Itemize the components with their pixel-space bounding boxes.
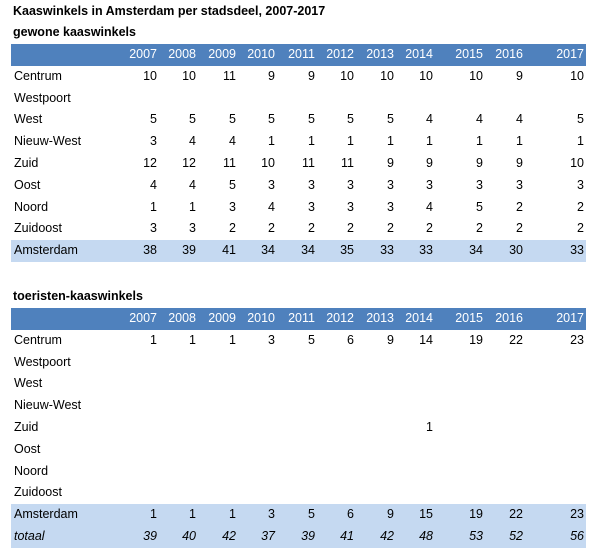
value-cell	[105, 439, 159, 461]
value-cell: 3	[308, 177, 315, 192]
row-label: Centrum	[14, 332, 62, 347]
value-cell: 5	[577, 112, 584, 127]
value-cell	[159, 373, 198, 395]
value-cell: 5	[308, 332, 315, 347]
value-cell: 10	[340, 68, 354, 83]
value-cell: 3	[577, 177, 584, 192]
value-cell	[356, 461, 396, 483]
row-label: Zuid	[14, 155, 39, 170]
year-header: 2011	[277, 308, 317, 330]
value-cell	[159, 417, 198, 439]
value-cell	[435, 88, 485, 110]
value-cell	[105, 352, 159, 374]
value-cell	[277, 461, 317, 483]
value-cell	[485, 352, 525, 374]
value-cell	[525, 373, 586, 395]
value-cell	[317, 482, 356, 504]
value-cell	[317, 461, 356, 483]
value-cell: 3	[229, 199, 236, 214]
value-cell: 4	[229, 134, 236, 149]
value-cell	[105, 482, 159, 504]
table-row	[11, 131, 586, 153]
value-cell	[356, 417, 396, 439]
value-cell	[198, 395, 238, 417]
value-cell	[159, 88, 198, 110]
value-cell	[435, 439, 485, 461]
value-cell	[238, 461, 277, 483]
value-cell	[485, 482, 525, 504]
value-cell	[105, 417, 159, 439]
value-cell: 5	[150, 112, 157, 127]
value-cell: 6	[347, 332, 354, 347]
value-cell: 3	[308, 199, 315, 214]
value-cell: 15	[396, 504, 435, 526]
value-cell: 3	[476, 177, 483, 192]
value-cell	[238, 352, 277, 374]
value-cell: 1	[387, 134, 394, 149]
value-cell	[435, 417, 485, 439]
page-title: Kaaswinkels in Amsterdam per stadsdeel, 2007-2017	[13, 4, 326, 18]
value-cell	[105, 461, 159, 483]
value-cell: 5	[387, 112, 394, 127]
value-cell: 1	[105, 504, 159, 526]
value-cell: 1	[150, 332, 157, 347]
value-cell	[317, 88, 356, 110]
value-cell	[159, 461, 198, 483]
value-cell: 2	[516, 199, 523, 214]
value-cell: 39	[105, 526, 159, 548]
value-cell: 30	[485, 240, 525, 262]
value-cell	[198, 417, 238, 439]
value-cell: 1	[577, 134, 584, 149]
table-row	[11, 330, 586, 352]
value-cell: 9	[308, 68, 315, 83]
value-cell: 41	[317, 526, 356, 548]
value-cell: 11	[223, 155, 236, 170]
value-cell: 3	[516, 177, 523, 192]
table-row	[11, 373, 586, 395]
value-cell: 4	[426, 112, 433, 127]
value-cell: 9	[387, 332, 394, 347]
value-cell: 4	[150, 177, 157, 192]
value-cell	[396, 482, 435, 504]
value-cell: 2	[268, 221, 275, 236]
value-cell: 23	[570, 332, 584, 347]
header-row	[11, 44, 586, 66]
value-cell: 2	[347, 221, 354, 236]
value-cell	[396, 352, 435, 374]
value-cell: 41	[198, 240, 238, 262]
value-cell: 4	[268, 199, 275, 214]
value-cell: 40	[159, 526, 198, 548]
value-cell: 3	[268, 332, 275, 347]
value-cell	[277, 373, 317, 395]
value-cell	[238, 373, 277, 395]
value-cell: 1	[159, 504, 198, 526]
value-cell	[485, 395, 525, 417]
value-cell: 12	[182, 155, 196, 170]
value-cell: 1	[189, 199, 196, 214]
value-cell: 1	[426, 134, 433, 149]
value-cell: 1	[308, 134, 315, 149]
value-cell	[159, 395, 198, 417]
row-label: Zuid	[14, 419, 39, 434]
value-cell: 11	[223, 68, 236, 83]
year-header: 2007	[105, 44, 159, 66]
value-cell	[525, 461, 586, 483]
value-cell: 3	[347, 177, 354, 192]
header-row	[11, 308, 586, 330]
year-header: 2012	[317, 44, 356, 66]
value-cell: 9	[268, 68, 275, 83]
value-cell: 10	[380, 68, 394, 83]
value-cell	[525, 352, 586, 374]
value-cell	[238, 88, 277, 110]
year-header: 2012	[317, 308, 356, 330]
value-cell: 5	[277, 504, 317, 526]
row-label: Nieuw-West	[14, 134, 82, 149]
value-cell: 39	[159, 240, 198, 262]
value-cell	[435, 352, 485, 374]
value-cell: 1	[229, 332, 236, 347]
value-cell	[238, 417, 277, 439]
table-row	[11, 66, 586, 88]
value-cell	[435, 461, 485, 483]
value-cell: 34	[435, 240, 485, 262]
value-cell	[396, 88, 435, 110]
year-header: 2017	[525, 44, 586, 66]
table-row	[11, 153, 586, 175]
value-cell	[525, 482, 586, 504]
row-label: Zuidoost	[14, 221, 62, 236]
value-cell: 4	[189, 177, 196, 192]
value-cell: 22	[485, 504, 525, 526]
value-cell: 5	[347, 112, 354, 127]
value-cell: 2	[426, 221, 433, 236]
year-header: 2014	[396, 44, 435, 66]
value-cell	[277, 482, 317, 504]
value-cell	[277, 439, 317, 461]
value-cell: 9	[476, 155, 483, 170]
value-cell	[396, 439, 435, 461]
year-header: 2013	[356, 308, 396, 330]
row-label: West	[14, 112, 43, 127]
value-cell: 4	[426, 199, 433, 214]
table-row	[11, 482, 586, 504]
value-cell	[356, 373, 396, 395]
value-cell	[277, 88, 317, 110]
year-header: 2014	[396, 308, 435, 330]
value-cell: 10	[419, 68, 433, 83]
value-cell: 33	[396, 240, 435, 262]
value-cell	[356, 482, 396, 504]
value-cell: 37	[238, 526, 277, 548]
value-cell	[159, 482, 198, 504]
value-cell: 1	[347, 134, 354, 149]
year-header: 2009	[198, 44, 238, 66]
row-label: Oost	[14, 441, 41, 456]
value-cell: 11	[302, 155, 315, 170]
value-cell	[159, 439, 198, 461]
year-header: 2016	[485, 308, 525, 330]
value-cell	[435, 395, 485, 417]
value-cell: 11	[341, 155, 354, 170]
value-cell: 19	[435, 504, 485, 526]
value-cell	[105, 373, 159, 395]
value-cell: 5	[229, 112, 236, 127]
row-label: Amsterdam	[11, 504, 105, 526]
value-cell: 23	[525, 504, 586, 526]
value-cell	[277, 352, 317, 374]
year-header: 2010	[238, 44, 277, 66]
value-cell	[277, 417, 317, 439]
table-row	[11, 352, 586, 374]
row-label: Noord	[14, 463, 49, 478]
row-label: Centrum	[14, 68, 62, 83]
value-cell: 42	[356, 526, 396, 548]
value-cell: 4	[476, 112, 483, 127]
year-header: 2016	[485, 44, 525, 66]
value-cell: 10	[570, 155, 584, 170]
value-cell: 2	[229, 221, 236, 236]
value-cell	[485, 88, 525, 110]
year-header: 2015	[435, 44, 485, 66]
value-cell	[485, 439, 525, 461]
table-row	[11, 197, 586, 219]
value-cell	[317, 373, 356, 395]
value-cell: 3	[238, 504, 277, 526]
value-cell: 3	[268, 177, 275, 192]
value-cell: 22	[509, 332, 523, 347]
table-row	[11, 88, 586, 110]
value-cell: 3	[150, 221, 157, 236]
value-cell: 42	[198, 526, 238, 548]
header-empty-cell	[11, 44, 105, 66]
value-cell	[105, 88, 159, 110]
year-header: 2009	[198, 308, 238, 330]
value-cell: 6	[317, 504, 356, 526]
value-cell: 1	[150, 199, 157, 214]
value-cell: 39	[277, 526, 317, 548]
value-cell: 5	[229, 177, 236, 192]
row-label: Noord	[14, 199, 49, 214]
value-cell	[356, 88, 396, 110]
table-row	[11, 395, 586, 417]
value-cell	[356, 352, 396, 374]
value-cell	[198, 352, 238, 374]
value-cell: 34	[238, 240, 277, 262]
value-cell: 1	[189, 332, 196, 347]
year-header: 2010	[238, 308, 277, 330]
value-cell	[198, 482, 238, 504]
row-label: Oost	[14, 177, 41, 192]
value-cell: 2	[516, 221, 523, 236]
row-label: Westpoort	[14, 90, 71, 105]
value-cell	[435, 373, 485, 395]
value-cell: 9	[356, 504, 396, 526]
value-cell	[317, 439, 356, 461]
table-toeristen-kaaswinkels	[11, 308, 586, 548]
value-cell	[396, 395, 435, 417]
value-cell	[396, 373, 435, 395]
value-cell: 3	[189, 221, 196, 236]
table1-subtitle: gewone kaaswinkels	[13, 25, 136, 39]
value-cell: 33	[356, 240, 396, 262]
value-cell	[396, 461, 435, 483]
value-cell: 9	[516, 155, 523, 170]
value-cell	[198, 88, 238, 110]
year-header: 2007	[105, 308, 159, 330]
value-cell: 10	[570, 68, 584, 83]
value-cell	[198, 439, 238, 461]
table-row	[11, 109, 586, 131]
total-row	[11, 240, 586, 262]
value-cell: 4	[189, 134, 196, 149]
value-cell: 52	[485, 526, 525, 548]
value-cell: 48	[396, 526, 435, 548]
value-cell: 3	[387, 199, 394, 214]
year-header: 2013	[356, 44, 396, 66]
value-cell	[277, 395, 317, 417]
value-cell: 1	[516, 134, 523, 149]
value-cell	[525, 417, 586, 439]
row-label: Nieuw-West	[14, 398, 82, 413]
value-cell: 5	[308, 112, 315, 127]
value-cell: 10	[182, 68, 196, 83]
value-cell: 14	[419, 332, 433, 347]
value-cell	[317, 417, 356, 439]
grand-total-row	[11, 526, 586, 548]
row-label: totaal	[11, 526, 105, 548]
table-row	[11, 175, 586, 197]
table2-subtitle: toeristen-kaaswinkels	[13, 289, 143, 303]
value-cell	[485, 373, 525, 395]
value-cell: 10	[143, 68, 157, 83]
value-cell	[525, 88, 586, 110]
table-row	[11, 439, 586, 461]
value-cell: 35	[317, 240, 356, 262]
value-cell	[485, 417, 525, 439]
value-cell	[238, 482, 277, 504]
value-cell: 3	[387, 177, 394, 192]
value-cell: 1	[268, 134, 275, 149]
value-cell	[159, 352, 198, 374]
row-label: Zuidoost	[14, 485, 62, 500]
value-cell: 10	[469, 68, 483, 83]
value-cell	[198, 461, 238, 483]
table-row	[11, 218, 586, 240]
value-cell: 53	[435, 526, 485, 548]
value-cell: 10	[261, 155, 275, 170]
value-cell: 33	[525, 240, 586, 262]
value-cell	[525, 395, 586, 417]
value-cell: 3	[347, 199, 354, 214]
value-cell	[238, 395, 277, 417]
value-cell: 2	[308, 221, 315, 236]
value-cell: 12	[143, 155, 157, 170]
value-cell: 19	[469, 332, 483, 347]
value-cell: 9	[426, 155, 433, 170]
value-cell: 2	[387, 221, 394, 236]
year-header: 2011	[277, 44, 317, 66]
value-cell: 2	[476, 221, 483, 236]
value-cell: 3	[426, 177, 433, 192]
total-row	[11, 504, 586, 526]
value-cell: 1	[426, 419, 433, 434]
value-cell: 1	[476, 134, 483, 149]
value-cell: 9	[387, 155, 394, 170]
value-cell: 5	[189, 112, 196, 127]
value-cell	[238, 439, 277, 461]
row-label: Amsterdam	[11, 240, 105, 262]
value-cell: 38	[105, 240, 159, 262]
value-cell	[105, 395, 159, 417]
table-gewone-kaaswinkels	[11, 44, 586, 262]
table-row	[11, 417, 586, 439]
value-cell: 34	[277, 240, 317, 262]
value-cell	[525, 439, 586, 461]
value-cell: 5	[476, 199, 483, 214]
row-label: West	[14, 376, 43, 391]
value-cell: 56	[525, 526, 586, 548]
value-cell: 2	[577, 199, 584, 214]
value-cell	[317, 352, 356, 374]
year-header: 2008	[159, 308, 198, 330]
year-header: 2008	[159, 44, 198, 66]
value-cell: 3	[150, 134, 157, 149]
table-row	[11, 461, 586, 483]
value-cell	[317, 395, 356, 417]
value-cell: 2	[577, 221, 584, 236]
value-cell	[356, 395, 396, 417]
value-cell	[198, 373, 238, 395]
value-cell	[485, 461, 525, 483]
value-cell: 5	[268, 112, 275, 127]
year-header: 2015	[435, 308, 485, 330]
row-label: Westpoort	[14, 354, 71, 369]
header-empty-cell	[11, 308, 105, 330]
year-header: 2017	[525, 308, 586, 330]
value-cell: 9	[516, 68, 523, 83]
value-cell	[356, 439, 396, 461]
value-cell: 1	[198, 504, 238, 526]
value-cell	[435, 482, 485, 504]
value-cell: 4	[516, 112, 523, 127]
